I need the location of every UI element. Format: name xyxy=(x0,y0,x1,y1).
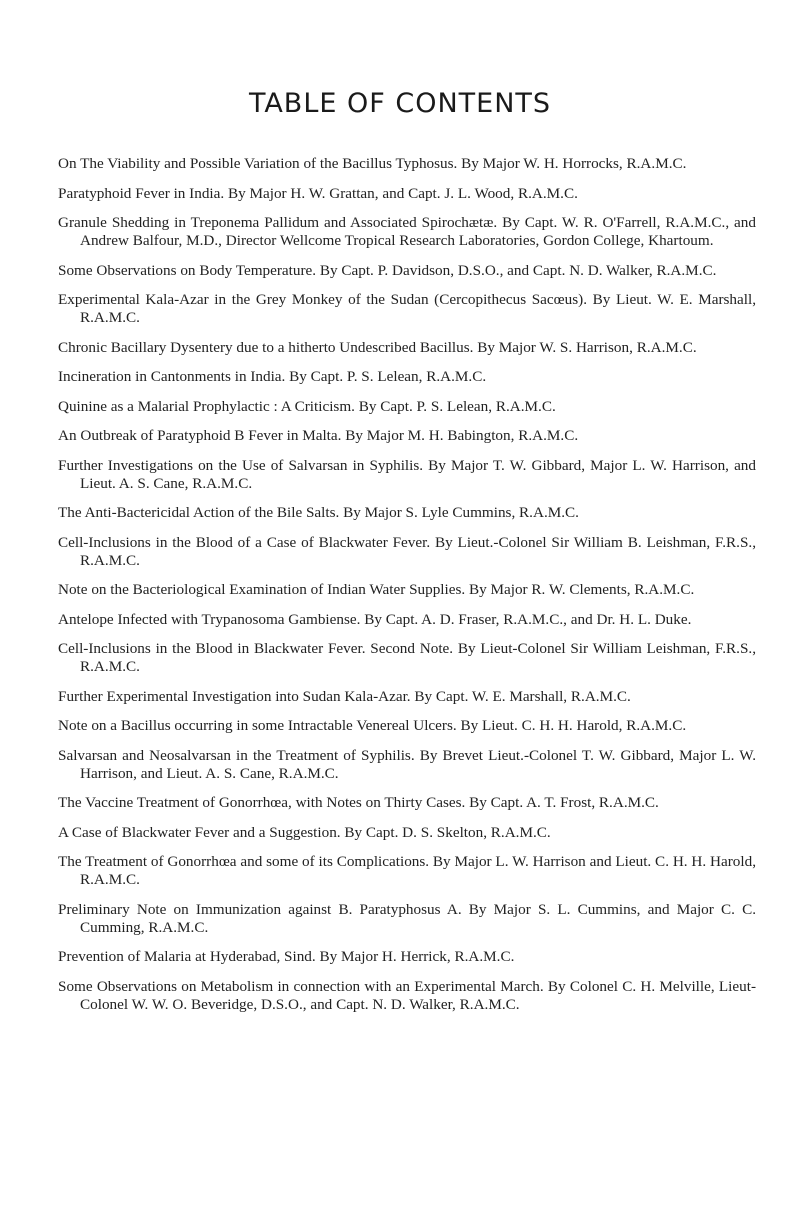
contents-entry: Some Observations on Body Temperature. By Capt. P. Davidson, D.S.O., and Capt. N. D. Walker, R.A.M.C. xyxy=(58,261,717,279)
contents-entry: Antelope Infected with Trypanosoma Gambiense. By Capt. A. D. Fraser, R.A.M.C., and Dr. H. L. Duke. xyxy=(58,610,692,628)
contents-entry: An Outbreak of Paratyphoid B Fever in Malta. By Major M. H. Babington, R.A.M.C. xyxy=(58,427,579,444)
contents-entry: Cell-Inclusions in the Blood of a Case of Blackwater Fever. By Lieut.-Colonel Sir William B. Leishman, F.R.S., R.A.M.C. xyxy=(58,533,756,569)
contents-entry: Granule Shedding in Treponema Pallidum and Associated Spirochætæ. By Capt. W. R. O'Farrell, R.A.M.C., and Andrew Balfour, M.D., Director Wellcome Tropical Research Laboratories, Gordon College, Khartoum. xyxy=(58,214,756,249)
contents-entry: Further Investigations on the Use of Salvarsan in Syphilis. By Major T. W. Gibbard, Major L. W. Harrison, and Lieut. A. S. Cane, R.A.M.C. xyxy=(58,456,756,492)
contents-entry: On The Viability and Possible Variation of the Bacillus Typhosus. By Major W. H. Horrocks, R.A.M.C. xyxy=(58,155,687,172)
contents-entry: The Treatment of Gonorrhœa and some of its Complications. By Major L. W. Harrison and Lieut. C. H. H. Harold, R.A.M.C. xyxy=(58,853,756,888)
contents-entry: Further Experimental Investigation into Sudan Kala-Azar. By Capt. W. E. Marshall, R.A.M.C. xyxy=(58,687,631,705)
contents-entry: Paratyphoid Fever in India. By Major H. W. Grattan, and Capt. J. L. Wood, R.A.M.C. xyxy=(58,184,578,202)
contents-list xyxy=(58,155,756,1025)
contents-entry: A Case of Blackwater Fever and a Suggestion. By Capt. D. S. Skelton, R.A.M.C. xyxy=(58,823,551,841)
contents-entry: Note on the Bacteriological Examination of Indian Water Supplies. By Major R. W. Clements, R.A.M.C. xyxy=(58,581,695,598)
contents-entry: Prevention of Malaria at Hyderabad, Sind. By Major H. Herrick, R.A.M.C. xyxy=(58,948,515,965)
contents-entry: Some Observations on Metabolism in connection with an Experimental March. By Colonel C. H. Melville, Lieut-Colonel W. W. O. Beveridge, D.S.O., and Capt. N. D. Walker, R.A.M.C. xyxy=(58,977,756,1013)
contents-entry: Preliminary Note on Immunization against B. Paratyphosus A. By Major S. L. Cummins, and Major C. C. Cumming, R.A.M.C. xyxy=(58,900,756,936)
page-title: TABLE OF CONTENTS xyxy=(248,88,552,119)
contents-entry: Salvarsan and Neosalvarsan in the Treatment of Syphilis. By Brevet Lieut.-Colonel T. W. Gibbard, Major L. W. Harrison, and Lieut. A. S. Cane, R.A.M.C. xyxy=(58,746,756,782)
contents-entry: Chronic Bacillary Dysentery due to a hitherto Undescribed Bacillus. By Major W. S. Harrison, R.A.M.C. xyxy=(58,338,697,356)
contents-entry: Quinine as a Malarial Prophylactic : A Criticism. By Capt. P. S. Lelean, R.A.M.C. xyxy=(58,397,556,415)
contents-entry: Cell-Inclusions in the Blood in Blackwater Fever. Second Note. By Lieut-Colonel Sir William Leishman, F.R.S., R.A.M.C. xyxy=(58,640,756,675)
contents-entry: Experimental Kala-Azar in the Grey Monkey of the Sudan (Cercopithecus Sacœus). By Lieut. W. E. Marshall, R.A.M.C. xyxy=(58,291,756,326)
contents-entry: The Vaccine Treatment of Gonorrhœa, with Notes on Thirty Cases. By Capt. A. T. Frost, R.A.M.C. xyxy=(58,794,659,811)
contents-entry: Note on a Bacillus occurring in some Intractable Venereal Ulcers. By Lieut. C. H. H. Harold, R.A.M.C. xyxy=(58,717,687,734)
contents-entry: Incineration in Cantonments in India. By Capt. P. S. Lelean, R.A.M.C. xyxy=(58,368,487,385)
contents-entry: The Anti-Bactericidal Action of the Bile Salts. By Major S. Lyle Cummins, R.A.M.C. xyxy=(58,504,579,521)
